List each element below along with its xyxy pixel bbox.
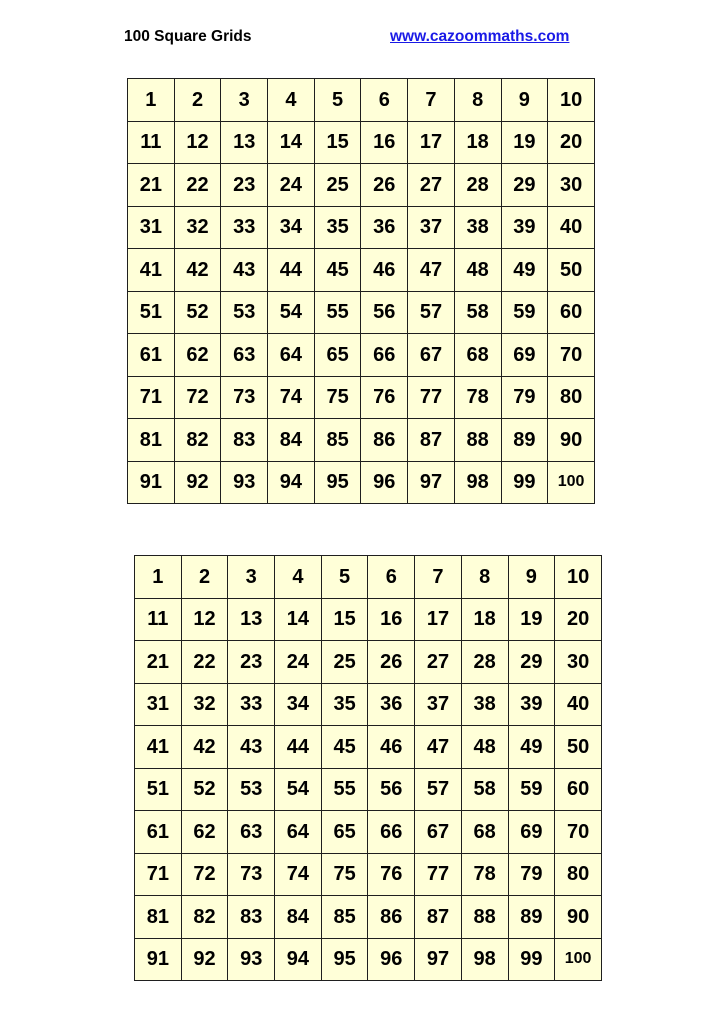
grid-cell: 75 bbox=[314, 376, 361, 419]
grid-cell: 26 bbox=[361, 164, 408, 207]
grid-cell: 24 bbox=[268, 164, 315, 207]
grid-row bbox=[128, 206, 595, 249]
grid-cell: 57 bbox=[408, 291, 455, 334]
grid-cell: 80 bbox=[548, 376, 595, 419]
grid-cell: 97 bbox=[415, 938, 462, 981]
grid-cell: 86 bbox=[368, 896, 415, 939]
grid-cell: 81 bbox=[135, 896, 182, 939]
grid-cell: 88 bbox=[461, 896, 508, 939]
grid-row bbox=[135, 726, 602, 769]
grid-cell: 63 bbox=[228, 811, 275, 854]
grid-cell: 95 bbox=[321, 938, 368, 981]
grid-cell: 38 bbox=[461, 683, 508, 726]
grid-cell: 49 bbox=[501, 249, 548, 292]
grid-cell: 71 bbox=[135, 853, 182, 896]
grid-row bbox=[128, 376, 595, 419]
grid-cell: 78 bbox=[461, 853, 508, 896]
grid-cell: 54 bbox=[275, 768, 322, 811]
grid-cell: 100 bbox=[555, 938, 602, 981]
grid-cell: 35 bbox=[321, 683, 368, 726]
grid-cell: 37 bbox=[415, 683, 462, 726]
grid-cell: 27 bbox=[408, 164, 455, 207]
grid-cell: 37 bbox=[408, 206, 455, 249]
grid-cell: 74 bbox=[268, 376, 315, 419]
grid-cell: 93 bbox=[221, 461, 268, 504]
grid-row bbox=[135, 598, 602, 641]
grid-cell: 87 bbox=[408, 419, 455, 462]
website-link[interactable]: www.cazoommaths.com bbox=[390, 28, 570, 45]
grid-cell: 27 bbox=[415, 641, 462, 684]
grid-cell: 7 bbox=[415, 556, 462, 599]
grid-cell: 29 bbox=[508, 641, 555, 684]
grid-cell: 77 bbox=[408, 376, 455, 419]
grid-cell: 48 bbox=[461, 726, 508, 769]
grid-cell: 17 bbox=[415, 598, 462, 641]
grid-cell: 50 bbox=[555, 726, 602, 769]
grid-cell: 44 bbox=[268, 249, 315, 292]
grid-cell: 68 bbox=[461, 811, 508, 854]
grid-cell: 13 bbox=[228, 598, 275, 641]
grid-cell: 11 bbox=[135, 598, 182, 641]
grid-cell: 74 bbox=[275, 853, 322, 896]
grid-cell: 1 bbox=[135, 556, 182, 599]
grid-row bbox=[135, 768, 602, 811]
grid-row bbox=[128, 164, 595, 207]
grid-cell: 1 bbox=[128, 79, 175, 122]
grid-cell: 5 bbox=[321, 556, 368, 599]
grid-cell: 63 bbox=[221, 334, 268, 377]
grid-row bbox=[128, 249, 595, 292]
grid-cell: 77 bbox=[415, 853, 462, 896]
grid-cell: 64 bbox=[268, 334, 315, 377]
grid-cell: 25 bbox=[321, 641, 368, 684]
grid-cell: 98 bbox=[461, 938, 508, 981]
grid-cell: 14 bbox=[268, 121, 315, 164]
grid-cell: 43 bbox=[228, 726, 275, 769]
grid-cell: 60 bbox=[555, 768, 602, 811]
grid-cell: 24 bbox=[275, 641, 322, 684]
grid-cell: 92 bbox=[181, 938, 228, 981]
grid-cell: 46 bbox=[368, 726, 415, 769]
grid-cell: 90 bbox=[555, 896, 602, 939]
grid-cell: 97 bbox=[408, 461, 455, 504]
grid-cell: 82 bbox=[174, 419, 221, 462]
hundred-square-grid-2 bbox=[134, 555, 602, 981]
grid-row bbox=[135, 811, 602, 854]
grid-cell: 84 bbox=[275, 896, 322, 939]
grid-cell: 95 bbox=[314, 461, 361, 504]
grid-cell: 60 bbox=[548, 291, 595, 334]
grid-cell: 12 bbox=[181, 598, 228, 641]
grid-cell: 55 bbox=[321, 768, 368, 811]
grid-row bbox=[128, 291, 595, 334]
grid-cell: 96 bbox=[361, 461, 408, 504]
grid-cell: 73 bbox=[221, 376, 268, 419]
grid-cell: 52 bbox=[181, 768, 228, 811]
grid-cell: 90 bbox=[548, 419, 595, 462]
grid-cell: 70 bbox=[555, 811, 602, 854]
grid-cell: 35 bbox=[314, 206, 361, 249]
grid-cell: 54 bbox=[268, 291, 315, 334]
grid-cell: 52 bbox=[174, 291, 221, 334]
grid-cell: 15 bbox=[321, 598, 368, 641]
grid-cell: 79 bbox=[501, 376, 548, 419]
grid-cell: 56 bbox=[368, 768, 415, 811]
grid-row bbox=[128, 121, 595, 164]
grid-cell: 5 bbox=[314, 79, 361, 122]
grid-cell: 56 bbox=[361, 291, 408, 334]
grid-cell: 15 bbox=[314, 121, 361, 164]
grid-cell: 89 bbox=[508, 896, 555, 939]
grid-cell: 49 bbox=[508, 726, 555, 769]
grid-cell: 6 bbox=[361, 79, 408, 122]
grid-cell: 10 bbox=[548, 79, 595, 122]
grid-cell: 28 bbox=[454, 164, 501, 207]
grid-cell: 32 bbox=[181, 683, 228, 726]
grid-cell: 33 bbox=[221, 206, 268, 249]
grid-cell: 76 bbox=[368, 853, 415, 896]
grid-cell: 53 bbox=[221, 291, 268, 334]
grid-cell: 40 bbox=[548, 206, 595, 249]
grid-row bbox=[135, 938, 602, 981]
grid-cell: 13 bbox=[221, 121, 268, 164]
grid-cell: 41 bbox=[135, 726, 182, 769]
grid-cell: 58 bbox=[454, 291, 501, 334]
grid-cell: 42 bbox=[174, 249, 221, 292]
grid-cell: 19 bbox=[508, 598, 555, 641]
grid-row bbox=[135, 556, 602, 599]
grid-cell: 65 bbox=[314, 334, 361, 377]
grid-cell: 18 bbox=[461, 598, 508, 641]
grid-cell: 30 bbox=[555, 641, 602, 684]
grid-cell: 84 bbox=[268, 419, 315, 462]
grid-cell: 33 bbox=[228, 683, 275, 726]
grid-cell: 10 bbox=[555, 556, 602, 599]
grid-row bbox=[128, 79, 595, 122]
grid-cell: 45 bbox=[321, 726, 368, 769]
grid-cell: 6 bbox=[368, 556, 415, 599]
grid-cell: 47 bbox=[415, 726, 462, 769]
grid-cell: 69 bbox=[501, 334, 548, 377]
grid-cell: 36 bbox=[361, 206, 408, 249]
grid-cell: 46 bbox=[361, 249, 408, 292]
grid-cell: 21 bbox=[135, 641, 182, 684]
grid-cell: 44 bbox=[275, 726, 322, 769]
grid-cell: 41 bbox=[128, 249, 175, 292]
grid-cell: 92 bbox=[174, 461, 221, 504]
grid-cell: 66 bbox=[368, 811, 415, 854]
grid-cell: 85 bbox=[314, 419, 361, 462]
grid-cell: 99 bbox=[501, 461, 548, 504]
grid-cell: 83 bbox=[221, 419, 268, 462]
grid-cell: 28 bbox=[461, 641, 508, 684]
grid-row bbox=[135, 683, 602, 726]
grid-cell: 87 bbox=[415, 896, 462, 939]
grid-cell: 91 bbox=[128, 461, 175, 504]
grid-cell: 14 bbox=[275, 598, 322, 641]
grid-cell: 29 bbox=[501, 164, 548, 207]
grid-row bbox=[135, 641, 602, 684]
grid-cell: 79 bbox=[508, 853, 555, 896]
grid-cell: 59 bbox=[501, 291, 548, 334]
grid-cell: 31 bbox=[128, 206, 175, 249]
grid-cell: 83 bbox=[228, 896, 275, 939]
grid-cell: 65 bbox=[321, 811, 368, 854]
grid-cell: 62 bbox=[174, 334, 221, 377]
grid-cell: 75 bbox=[321, 853, 368, 896]
grid-cell: 99 bbox=[508, 938, 555, 981]
grid-cell: 2 bbox=[181, 556, 228, 599]
grid-cell: 57 bbox=[415, 768, 462, 811]
grid-cell: 11 bbox=[128, 121, 175, 164]
grid-cell: 30 bbox=[548, 164, 595, 207]
grid-cell: 82 bbox=[181, 896, 228, 939]
grid-cell: 34 bbox=[268, 206, 315, 249]
grid-cell: 9 bbox=[508, 556, 555, 599]
grid-cell: 8 bbox=[461, 556, 508, 599]
hundred-square-grid-1 bbox=[127, 78, 595, 504]
grid-cell: 22 bbox=[181, 641, 228, 684]
grid-cell: 71 bbox=[128, 376, 175, 419]
grid-cell: 100 bbox=[548, 461, 595, 504]
grid-cell: 50 bbox=[548, 249, 595, 292]
grid-cell: 96 bbox=[368, 938, 415, 981]
grid-cell: 94 bbox=[275, 938, 322, 981]
grid-cell: 61 bbox=[128, 334, 175, 377]
grid-cell: 61 bbox=[135, 811, 182, 854]
grid-cell: 72 bbox=[174, 376, 221, 419]
grid-row bbox=[135, 896, 602, 939]
grid-cell: 62 bbox=[181, 811, 228, 854]
grid-cell: 91 bbox=[135, 938, 182, 981]
grid-cell: 36 bbox=[368, 683, 415, 726]
grid-cell: 38 bbox=[454, 206, 501, 249]
grid-cell: 39 bbox=[508, 683, 555, 726]
grid-cell: 20 bbox=[555, 598, 602, 641]
grid-cell: 23 bbox=[228, 641, 275, 684]
grid-cell: 43 bbox=[221, 249, 268, 292]
grid-cell: 47 bbox=[408, 249, 455, 292]
grid-cell: 17 bbox=[408, 121, 455, 164]
grid-cell: 66 bbox=[361, 334, 408, 377]
grid-cell: 64 bbox=[275, 811, 322, 854]
grid-cell: 9 bbox=[501, 79, 548, 122]
grid-cell: 12 bbox=[174, 121, 221, 164]
grid-cell: 8 bbox=[454, 79, 501, 122]
grid-cell: 85 bbox=[321, 896, 368, 939]
grid-cell: 72 bbox=[181, 853, 228, 896]
grid-cell: 48 bbox=[454, 249, 501, 292]
grid-cell: 98 bbox=[454, 461, 501, 504]
grid-cell: 16 bbox=[361, 121, 408, 164]
grid-cell: 3 bbox=[228, 556, 275, 599]
grid-cell: 51 bbox=[128, 291, 175, 334]
grid-cell: 19 bbox=[501, 121, 548, 164]
grid-cell: 18 bbox=[454, 121, 501, 164]
grid-cell: 21 bbox=[128, 164, 175, 207]
grid-cell: 70 bbox=[548, 334, 595, 377]
grid-cell: 20 bbox=[548, 121, 595, 164]
grid-cell: 26 bbox=[368, 641, 415, 684]
grid-cell: 78 bbox=[454, 376, 501, 419]
grid-row bbox=[128, 334, 595, 377]
grid-cell: 2 bbox=[174, 79, 221, 122]
grid-cell: 68 bbox=[454, 334, 501, 377]
grid-cell: 55 bbox=[314, 291, 361, 334]
grid-cell: 25 bbox=[314, 164, 361, 207]
grid-cell: 40 bbox=[555, 683, 602, 726]
grid-cell: 4 bbox=[275, 556, 322, 599]
grid-cell: 86 bbox=[361, 419, 408, 462]
grid-cell: 81 bbox=[128, 419, 175, 462]
grid-cell: 31 bbox=[135, 683, 182, 726]
grid-cell: 58 bbox=[461, 768, 508, 811]
grid-cell: 73 bbox=[228, 853, 275, 896]
grid-cell: 88 bbox=[454, 419, 501, 462]
grid-cell: 4 bbox=[268, 79, 315, 122]
grid-cell: 59 bbox=[508, 768, 555, 811]
grid-cell: 34 bbox=[275, 683, 322, 726]
grid-cell: 94 bbox=[268, 461, 315, 504]
grid-cell: 67 bbox=[408, 334, 455, 377]
page-title: 100 Square Grids bbox=[124, 28, 252, 45]
grid-cell: 7 bbox=[408, 79, 455, 122]
grid-cell: 16 bbox=[368, 598, 415, 641]
grid-cell: 53 bbox=[228, 768, 275, 811]
grid-row bbox=[128, 419, 595, 462]
grid-cell: 42 bbox=[181, 726, 228, 769]
grid-cell: 23 bbox=[221, 164, 268, 207]
grid-cell: 69 bbox=[508, 811, 555, 854]
grid-cell: 32 bbox=[174, 206, 221, 249]
grid-cell: 51 bbox=[135, 768, 182, 811]
grid-cell: 67 bbox=[415, 811, 462, 854]
grid-cell: 76 bbox=[361, 376, 408, 419]
grid-cell: 22 bbox=[174, 164, 221, 207]
grid-row bbox=[135, 853, 602, 896]
grid-cell: 80 bbox=[555, 853, 602, 896]
grid-cell: 89 bbox=[501, 419, 548, 462]
grid-row bbox=[128, 461, 595, 504]
grid-cell: 93 bbox=[228, 938, 275, 981]
grid-cell: 3 bbox=[221, 79, 268, 122]
grid-cell: 45 bbox=[314, 249, 361, 292]
grid-cell: 39 bbox=[501, 206, 548, 249]
